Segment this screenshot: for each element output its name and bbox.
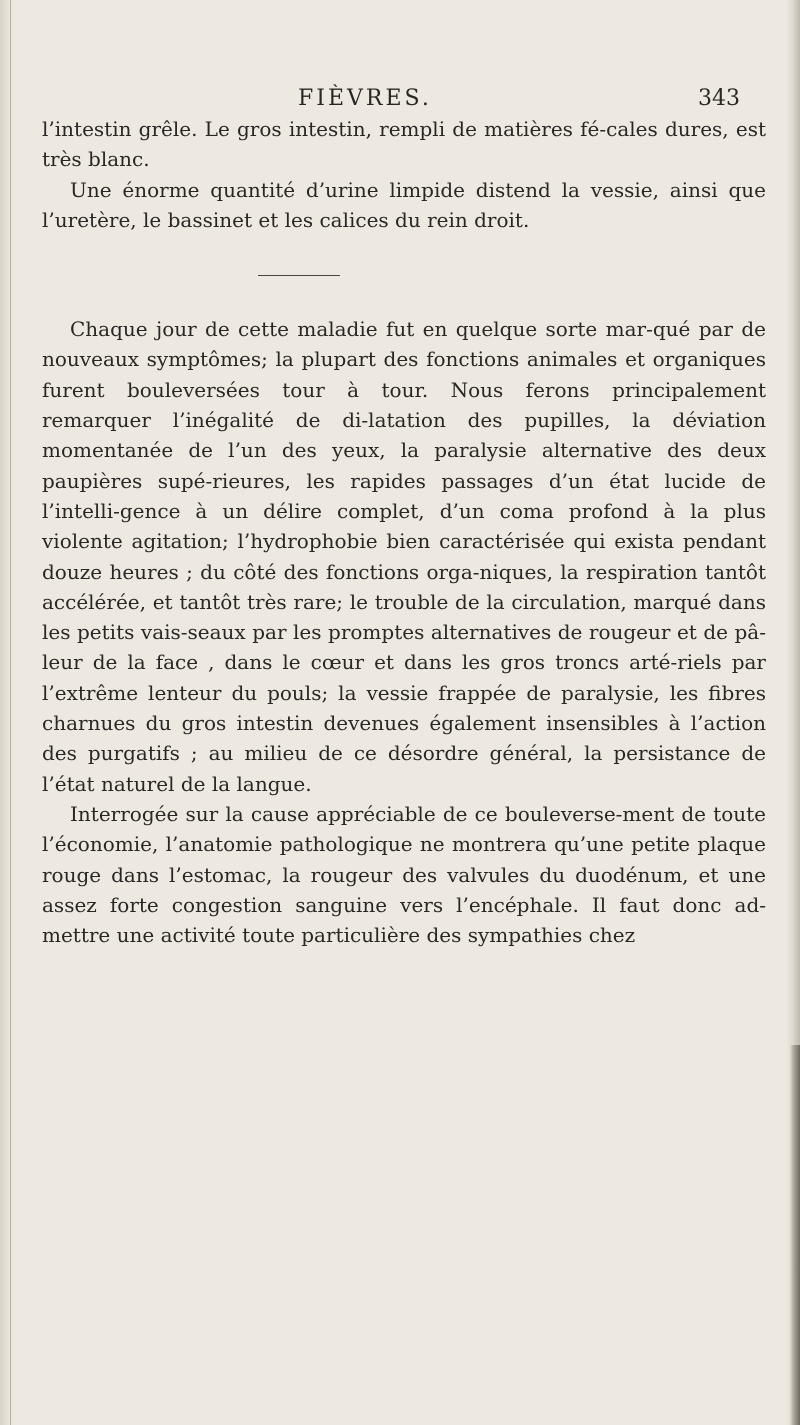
page-binding-line xyxy=(10,0,11,1425)
body-text xyxy=(42,114,766,950)
section-separator xyxy=(258,275,340,276)
running-title: FIÈVRES. xyxy=(298,86,432,111)
paragraph: Interrogée sur la cause appréciable de ce bouleverse-ment de toute l’économie, l’anatomie pathologique ne montrera qu’une petite plaque rouge dans l’estomac, la rougeur des valvules du duodénum, et une assez forte congestion sanguine vers l’encéphale. Il faut donc ad-mettre une activité toute particulière des sympathies chez xyxy=(42,801,766,948)
paragraph: Chaque jour de cette maladie fut en quelque sorte mar-qué par de nouveaux symptômes; la plupart des fonctions animales et organiques furent bouleversées tour à tour. Nous ferons principalement remarquer l’inégalité de di-latation des pupilles, la déviation momentanée de l’un des yeux, la paralysie alternative des deux paupières supé-rieures, les rapides passages d’un état lucide de l’intelli-gence à un délire complet, d’un coma profond à la plus violente agitation; l’hydrophobie bien caractérisée qui exista pendant douze heures ; du côté des fonctions orga-niques, la respiration tantôt accélérée, et tantôt très rare; le trouble de la circulation, marqué dans les petits vais-seaux par les promptes alternatives de rougeur et de pâ-leur de la face , dans le cœur et dans les gros troncs arté-riels par l’extrême lenteur du pouls; la vessie frappée de paralysie, les fibres charnues du gros intestin devenues également insensibles à l’action des purgatifs ; au milieu de ce désordre général, la persistance de l’état naturel de la langue. xyxy=(42,317,766,796)
paragraph: Une énorme quantité d’urine limpide distend la vessie, ainsi que l’uretère, le bassinet et les calices du rein droit. xyxy=(42,177,766,232)
page-header xyxy=(40,84,780,114)
page-edge-left xyxy=(0,0,14,1425)
page-edge-shadow xyxy=(790,1045,800,1425)
page-number: 343 xyxy=(698,86,740,111)
paragraph: l’intestin grêle. Le gros intestin, rempli de matières fé-cales dures, est très blanc. xyxy=(42,117,766,172)
